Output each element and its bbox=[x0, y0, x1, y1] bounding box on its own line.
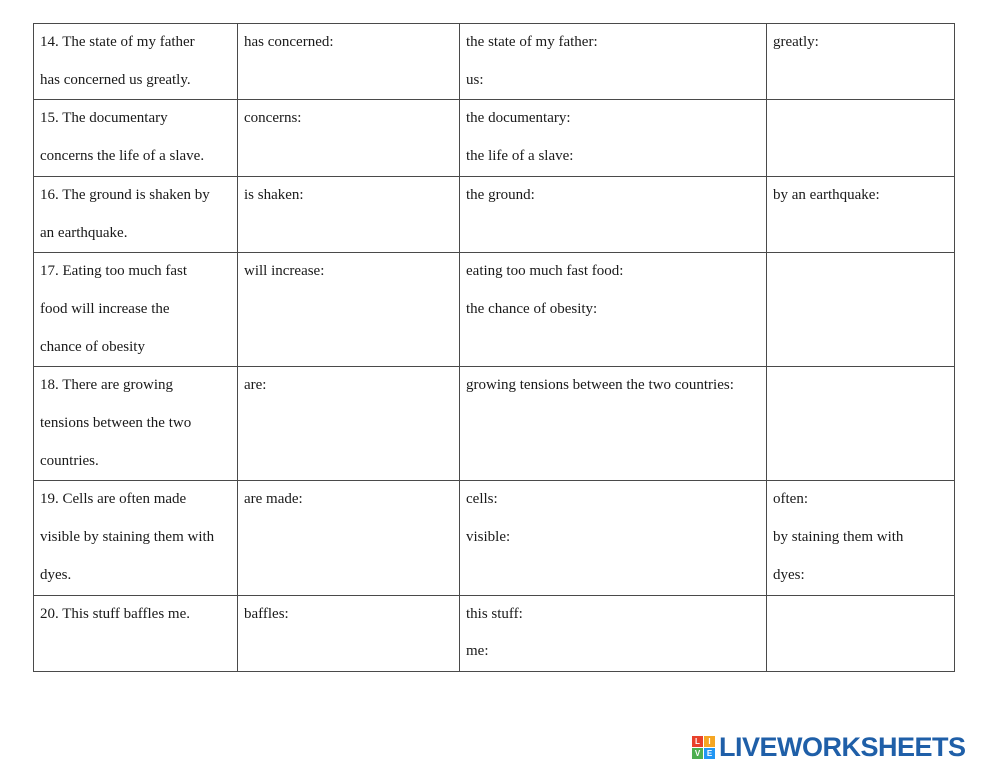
cell-text-line: often: bbox=[773, 491, 808, 508]
cell-text-line: concerns: bbox=[244, 110, 302, 127]
cell-text-line: chance of obesity bbox=[40, 338, 145, 355]
table-row bbox=[34, 253, 955, 367]
cell-text-line: greatly: bbox=[773, 34, 819, 50]
logo-mark-icon bbox=[692, 736, 715, 759]
cell-text-line: 14. The state of my father bbox=[40, 34, 195, 50]
logo-text: LIVEWORKSHEETS bbox=[719, 732, 966, 762]
logo-letter-tile: L bbox=[692, 736, 703, 747]
sentence-cell bbox=[34, 253, 238, 367]
cell-text-line: an earthquake. bbox=[40, 224, 128, 241]
cell-text-line: tensions between the two bbox=[40, 415, 192, 432]
table-row bbox=[34, 24, 955, 100]
cell-text-line: dyes: bbox=[773, 566, 805, 583]
cell-text-line: the documentary: bbox=[466, 110, 571, 127]
table-row bbox=[34, 367, 955, 481]
adverbials-cell bbox=[767, 481, 955, 595]
nouns-cell bbox=[460, 100, 767, 176]
cell-text-line: dyes. bbox=[40, 566, 72, 583]
logo-letter-tile: V bbox=[692, 748, 703, 759]
cell-text-line: baffles: bbox=[244, 605, 289, 622]
sentence-cell bbox=[34, 481, 238, 595]
cell-text-line: is shaken: bbox=[244, 186, 304, 203]
adverbials-cell bbox=[767, 24, 955, 100]
sentence-cell bbox=[34, 367, 238, 481]
nouns-cell bbox=[460, 24, 767, 100]
nouns-cell bbox=[460, 481, 767, 595]
adverbials-cell bbox=[767, 100, 955, 176]
cell-text-line: this stuff: bbox=[466, 605, 523, 622]
cell-text-line: the life of a slave: bbox=[466, 148, 574, 165]
table-row bbox=[34, 481, 955, 595]
verb-cell bbox=[238, 100, 460, 176]
cell-text-line: eating too much fast food: bbox=[466, 263, 624, 280]
adverbials-cell bbox=[767, 253, 955, 367]
verb-cell bbox=[238, 595, 460, 671]
cell-text-line: 19. Cells are often made bbox=[40, 491, 187, 508]
nouns-cell bbox=[460, 176, 767, 252]
cell-text-line: me: bbox=[466, 643, 489, 660]
cell-text-line: has concerned us greatly. bbox=[40, 71, 191, 88]
nouns-cell bbox=[460, 595, 767, 671]
verb-cell bbox=[238, 253, 460, 367]
verb-cell bbox=[238, 24, 460, 100]
cell-text-line: 15. The documentary bbox=[40, 110, 168, 127]
verb-cell bbox=[238, 481, 460, 595]
nouns-cell bbox=[460, 253, 767, 367]
cell-text-line: has concerned: bbox=[244, 34, 334, 50]
adverbials-cell bbox=[767, 595, 955, 671]
cell-text-line: 20. This stuff baffles me. bbox=[40, 605, 190, 622]
verb-cell bbox=[238, 367, 460, 481]
sentence-cell bbox=[34, 176, 238, 252]
cell-text-line: by staining them with bbox=[773, 529, 904, 546]
cell-text-line: countries. bbox=[40, 452, 99, 469]
cell-text-line: food will increase the bbox=[40, 300, 170, 317]
cell-text-line: growing tensions between the two countries: bbox=[466, 377, 734, 394]
liveworksheets-logo bbox=[692, 733, 966, 761]
cell-text-line: 18. There are growing bbox=[40, 377, 174, 394]
cell-text-line: 17. Eating too much fast bbox=[40, 263, 188, 280]
cell-text-line: 16. The ground is shaken by bbox=[40, 186, 210, 203]
table-row bbox=[34, 176, 955, 252]
verb-cell bbox=[238, 176, 460, 252]
adverbials-cell bbox=[767, 176, 955, 252]
cell-text-line: will increase: bbox=[244, 263, 325, 280]
cell-text-line: visible: bbox=[466, 529, 511, 546]
sentence-cell bbox=[34, 100, 238, 176]
cell-text-line: the chance of obesity: bbox=[466, 300, 598, 317]
sentence-cell bbox=[34, 595, 238, 671]
exercise-table-body bbox=[34, 24, 955, 672]
nouns-cell bbox=[460, 367, 767, 481]
table-row bbox=[34, 595, 955, 671]
cell-text-line: are: bbox=[244, 377, 267, 394]
adverbials-cell bbox=[767, 367, 955, 481]
cell-text-line: the ground: bbox=[466, 186, 535, 203]
cell-text-line: cells: bbox=[466, 491, 498, 508]
logo-letter-tile: I bbox=[704, 736, 715, 747]
cell-text-line: the state of my father: bbox=[466, 34, 598, 50]
cell-text-line: are made: bbox=[244, 491, 303, 508]
cell-text-line: by an earthquake: bbox=[773, 186, 880, 203]
sentence-cell bbox=[34, 24, 238, 100]
cell-text-line: us: bbox=[466, 71, 484, 88]
cell-text-line: visible by staining them with bbox=[40, 529, 215, 546]
cell-text-line: concerns the life of a slave. bbox=[40, 148, 205, 165]
exercise-table bbox=[33, 23, 955, 672]
table-row bbox=[34, 100, 955, 176]
logo-letter-tile: E bbox=[704, 748, 715, 759]
